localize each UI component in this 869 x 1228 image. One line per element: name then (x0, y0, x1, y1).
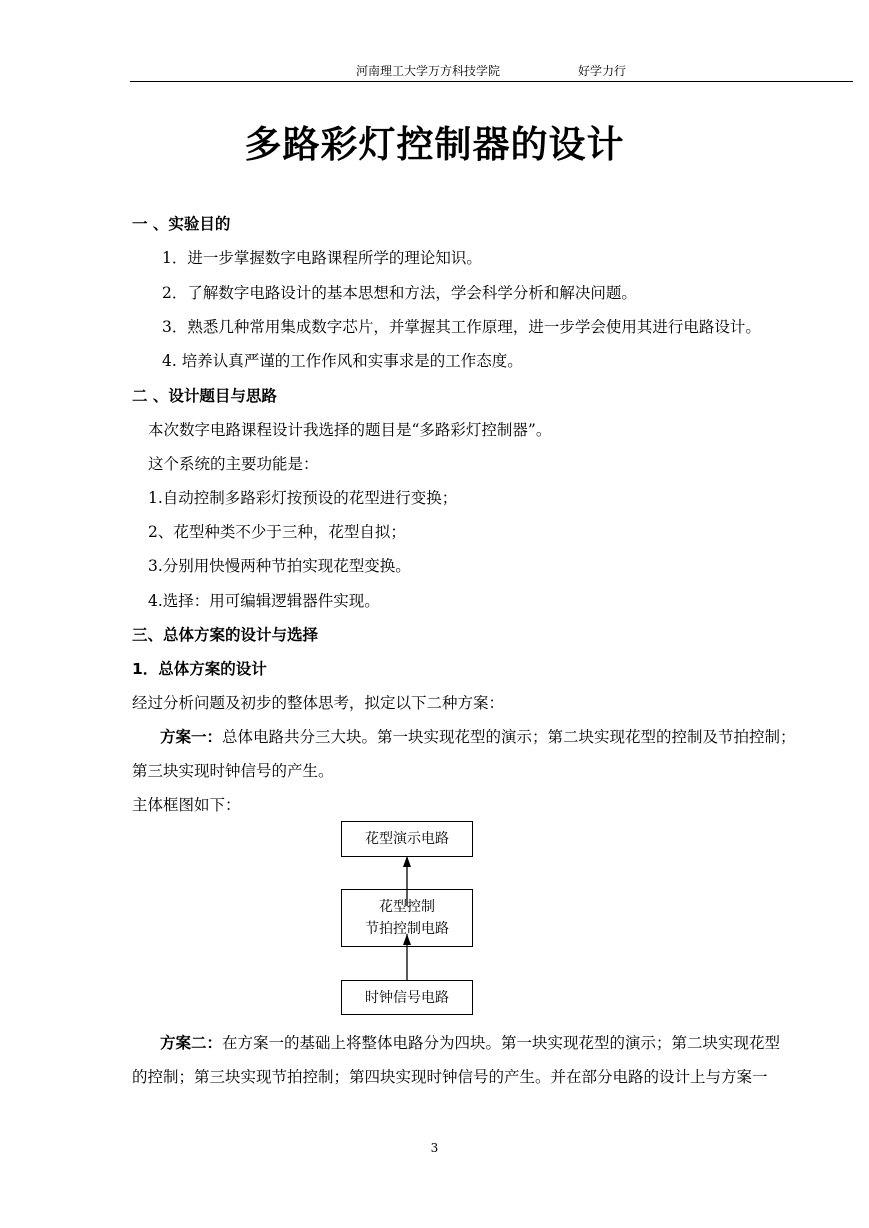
box-mid-line2: 节拍控制电路 (365, 921, 449, 937)
plan2-text-line2: 的控制；第三块实现节拍控制；第四块实现时钟信号的产生。并在部分电路的设计上与方案一 (132, 1068, 768, 1086)
plan1-text-line1: 总体电路共分三大块。第一块实现花型的演示；第二块实现花型的控制及节拍控制； (222, 728, 796, 746)
section1-item-2: 2．了解数字电路设计的基本思想和方法，学会科学分析和解决问题。 (162, 284, 637, 302)
section2-para-2: 这个系统的主要功能是： (148, 455, 319, 473)
box-clock-signal: 时钟信号电路 (341, 980, 473, 1015)
section2-heading: 二 、设计题目与思路 (132, 387, 277, 405)
arrow-head-upper (403, 856, 411, 867)
plan2-paragraph (160, 1032, 780, 1054)
section1-item-3: 3．熟悉几种常用集成数字芯片，并掌握其工作原理，进一步学会使用其进行电路设计。 (162, 318, 761, 336)
section2-item-3: 3.分别用快慢两种节拍实现花型变换。 (148, 557, 411, 575)
plan2-label: 方案二： (160, 1034, 223, 1052)
box-pattern-display: 花型演示电路 (341, 821, 473, 857)
section2-item-1: 1.自动控制多路彩灯按预设的花型进行变换； (148, 489, 458, 507)
section3-heading: 三、总体方案的设计与选择 (132, 626, 319, 644)
plan2-text-line1: 在方案一的基础上将整体电路分为四块。第一块实现花型的演示；第二块实现花型 (222, 1034, 781, 1052)
page-number: 3 (430, 1141, 439, 1155)
box-pattern-beat-control (341, 889, 473, 947)
section1-item-4: 4. 培养认真严谨的工作作风和实事求是的工作态度。 (162, 352, 523, 370)
section2-para-1: 本次数字电路课程设计我选择的题目是“多路彩灯控制器”。 (148, 421, 552, 439)
box-mid-line1: 花型控制 (379, 899, 435, 915)
plan1-label: 方案一： (160, 728, 223, 746)
header-motto: 好学力行 (578, 64, 627, 78)
section1-heading: 一 、实验目的 (132, 215, 231, 233)
plan1-text-line2: 第三块实现时钟信号的产生。 (132, 762, 334, 780)
section2-item-2: 2、花型种类不少于三种，花型自拟； (148, 523, 406, 541)
section3-intro: 经过分析问题及初步的整体思考，拟定以下二种方案： (132, 694, 505, 712)
header-school: 河南理工大学万方科技学院 (356, 64, 501, 78)
section3-subheading: 1．总体方案的设计 (132, 660, 267, 678)
section2-item-4: 4.选择：用可编辑逻辑器件实现。 (148, 592, 380, 610)
page-title: 多路彩灯控制器的设计 (244, 123, 625, 166)
diagram-caption: 主体框图如下： (132, 796, 241, 814)
section1-item-1: 1．进一步掌握数字电路课程所学的理论知识。 (162, 249, 482, 267)
